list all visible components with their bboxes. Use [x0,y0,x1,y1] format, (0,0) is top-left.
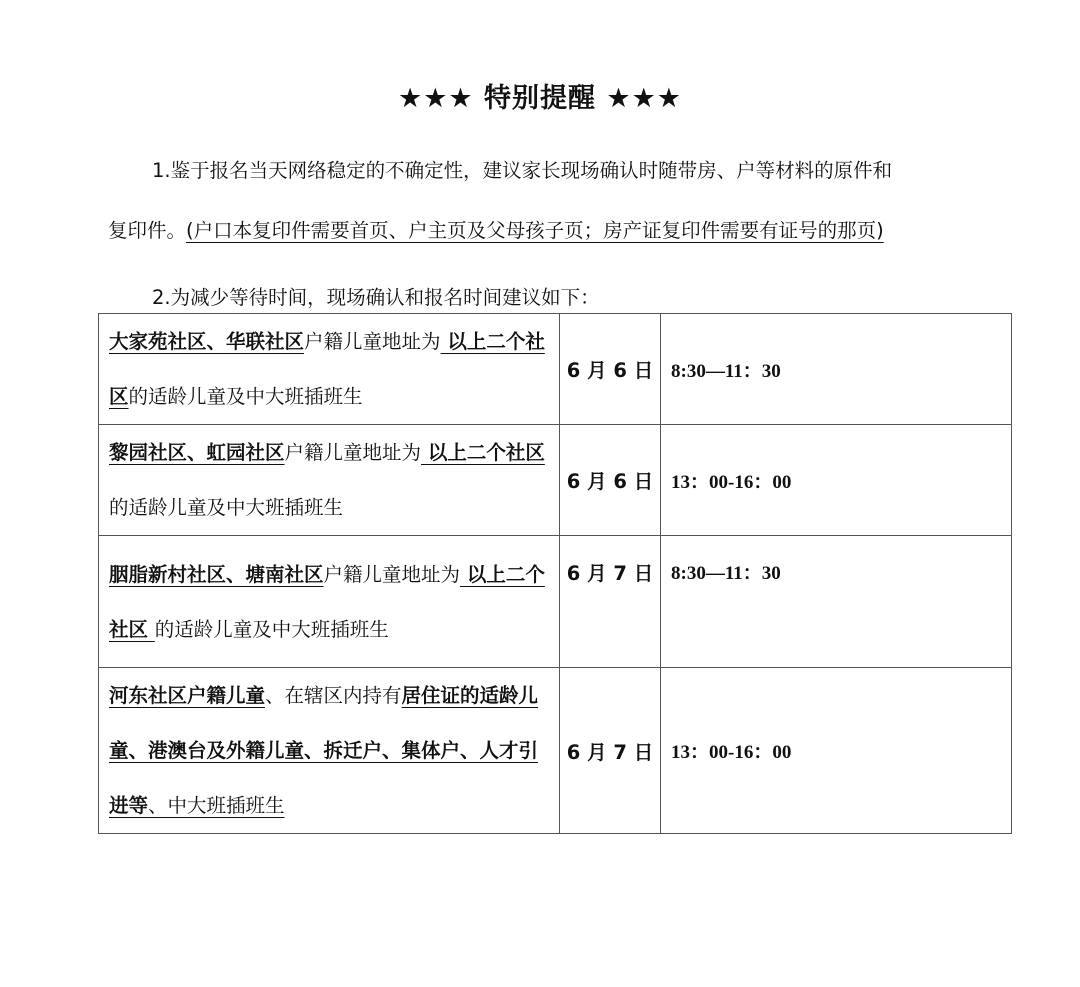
description-text: 的适龄儿童及中大班插班生 [109,496,344,519]
table-row [99,668,1012,834]
paragraph-2: 2.为减少等待时间，现场确认和报名时间建议如下： [152,286,600,309]
row-date: 6 月 6 日 [560,314,661,425]
table-row [99,314,1012,425]
community-names: 胭脂新村社区、塘南社区 [109,562,324,586]
community-names: 大家苑社区、华联社区 [109,330,305,353]
row-time: 13：00-16：00 [661,425,1012,536]
row-date: 6 月 7 日 [560,536,661,668]
description-text: 、中大班插班生 [148,794,285,817]
schedule-table [98,313,1012,834]
community-ref: 以上二个社区 [109,330,545,408]
community-ref: 以上二个社区 [109,562,545,641]
description-text: 户籍儿童地址为 [304,330,441,353]
description-text: 的适龄儿童及中大班插班生 [154,617,389,641]
eligible-groups: 居住证的适龄儿童、港澳台及外籍儿童、拆迁户、集体户、人才引进等 [109,684,539,817]
row-description [99,536,560,668]
table-row [99,536,1012,668]
description-text: 户籍儿童地址为 [323,562,461,586]
community-ref: 以上二个社区 [421,441,545,464]
table-row [99,425,1012,536]
community-names: 河东社区户籍儿童 [109,684,266,707]
row-time: 8:30—11：30 [661,536,1012,668]
row-description [99,314,560,425]
description-text: 户籍儿童地址为 [284,441,422,464]
paragraph-1-line-1: 1.鉴于报名当天网络稳定的不确定性，建议家长现场确认时随带房、户等材料的原件和 [152,159,893,182]
paragraph-1-note: (户口本复印件需要首页、户主页及父母孩子页；房产证复印件需要有证号的那页) [186,219,884,242]
row-time: 8:30—11：30 [661,314,1012,425]
row-description [99,668,560,834]
row-description [99,425,560,536]
row-date: 6 月 6 日 [560,425,661,536]
row-date: 6 月 7 日 [560,668,661,834]
paragraph-1-prefix: 复印件。 [108,219,187,242]
description-text: 的适龄儿童及中大班插班生 [128,385,363,408]
community-names: 黎园社区、虹园社区 [109,441,285,464]
notice-title: ★★★ 特别提醒 ★★★ [397,83,683,114]
description-text: 、在辖区内持有 [265,684,402,707]
paragraph-1-line-2 [108,215,884,243]
row-time: 13：00-16：00 [661,668,1012,834]
